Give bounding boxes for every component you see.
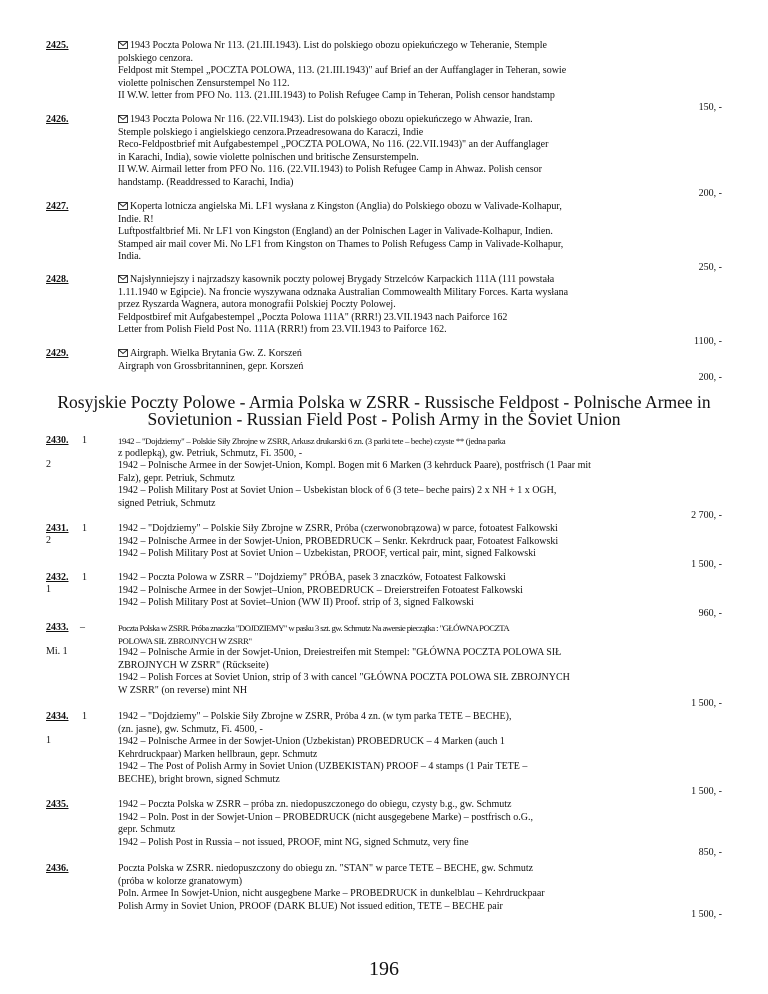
lot-price: 1 500, - [691, 559, 722, 570]
lot-suffix: 1 [82, 435, 87, 446]
lot-price: 1 500, - [691, 698, 722, 709]
lot-number: 2436. [46, 863, 69, 874]
lot-description: 1942 – Poczta Polowa w ZSRR – "Dojdziemy" PRÓBA, pasek 3 znaczków, Fotoatest Falkowski 1942 – Polnische Armee in der Sowjet–Union, PROBEDRUCK – Dreierstreifen Fotoatest Falkowski 1942 – Polish Military Post at Soviet–Union (WW II) Proof. strip of 3, signed Falkowski [118, 572, 523, 608]
lot-description: Najsłynniejszy i najrzadszy kasownik poczty polowej Brygady Strzelców Karpackich 111A (111 powstała 1.11.1940 w Egipcie). Na froncie wyszywana odznaka Australian Commowealth Military Forces. Karta wysłana przez Ryszarda Wagnera, autora monografii Polskiej Poczty Polowej. Feldpostbiref mit Aufgabestempel „Poczta Polowa 111A" (RRR!) 23.VII.1943 nach Paiforce 162 Letter from Polish Field Post No. 111A (RRR!) from 23.VII.1943 to Paiforce 162. [118, 274, 569, 335]
lot-catalog-note: 2 [46, 535, 51, 546]
envelope-icon [118, 41, 128, 49]
lot-description: 1942 – "Dojdziemy" – Polskie Siły Zbrojne w ZSRR, Próba 4 zn. (w tym parka TETE – BECHE), (zn. jasne), gw. Schmutz, Fi. 4500, - 1942 – Polnische Armee in der Sowjet-Union (Uzbekistan) PROBEDRUCK – 4 Marken (auch 1 Kehrdruckpaar) Marken hellbraun, gepr. Schmutz 1942 – The Post of Polish Army in Soviet Union (UZBEKISTAN) PROOF – 4 stamps (1 Pair TETE – BECHE), bright brown, signed Schmutz [118, 711, 528, 785]
lot-price: 2 700, - [691, 510, 722, 521]
lot-description: Poczta Polska w ZSRR. niedopuszczony do obiegu zn. "STAN" w parce TETE – BECHE, gw. Schmutz (próba w kolorze granatowym) Poln. Armee In Sowjet-Union, nicht ausgegbene Marke – PROBEDRUCK in dunkelblau – Kehrdruckpaar Polish Army in Soviet Union, PROOF (DARK BLUE) Not issued edition, TETE – BECHE pair [118, 863, 545, 912]
lot-description: Airgraph. Wielka Brytania Gw. Z. Korszeń Airgraph von Grossbritanninen, gepr. Korszeń [118, 348, 304, 372]
lot-price: 150, - [698, 102, 722, 113]
lot-number: 2430. [46, 435, 69, 446]
lot-price: 1 500, - [691, 909, 722, 920]
lot-number: 2435. [46, 799, 69, 810]
lot-price: 850, - [698, 847, 722, 858]
lot-suffix: 1 [82, 711, 87, 722]
lot-price: 250, - [698, 262, 722, 273]
lot-description: 1942 – "Dojdziemy" – Polskie Siły Zbrojne w ZSRR, Próba (czerwonobrązowa) w parce, fotoatest Falkowski 1942 – Polnische Armee in der Sowjet-Union, PROBEDRUCK – Senkr. Kekrdruck paar, Fotoatest Falkowski 1942 – Polish Military Post at Soviet Union – Uzbekistan, PROOF, vertical pair, mint, signed Falkowski [118, 523, 559, 559]
lot-price: 200, - [698, 372, 722, 383]
lot-number: 2433. [46, 622, 69, 633]
lot-number: 2432. [46, 572, 69, 583]
lot-price: 200, - [698, 188, 722, 199]
page-number: 196 [369, 958, 399, 980]
lot-price: 1 500, - [691, 786, 722, 797]
envelope-icon [118, 275, 128, 283]
lot-price: 960, - [698, 608, 722, 619]
lot-description: Koperta lotnicza angielska Mi. LF1 wysłana z Kingston (Anglia) do Polskiego obozu w Valivade-Kolhapur, Indie. R! Luftpostfaltbrief Mi. Nr LF1 von Kingston (England) an der Polnischen Lager in Valivade-Kolhapur, Indien. Stamped air mail cover Mi. No LF1 from Kingston on Thames to Polish Refugess Camp in Valivade-Kolhapur, India. [118, 201, 564, 262]
lot-catalog-note: 1 [46, 584, 51, 595]
lot-number: 2429. [46, 348, 69, 359]
envelope-icon [118, 202, 128, 210]
envelope-icon [118, 115, 128, 123]
lot-description: 1943 Poczta Polowa Nr 113. (21.III.1943). List do polskiego obozu opiekuńczego w Teheranie, Stemple polskiego cenzora. Feldpost mit Stempel „POCZTA POLOWA, 113. (21.III.1943)" auf Brief an der Auffanglager in Teheran, sowie violette polnischen Zensurstempel No 112. II W.W. letter from PFO No. 113. (21.III.1943) to Polish Refugee Camp in Teheran, Polish censor handstamp [118, 40, 567, 101]
lot-catalog-note: 1 [46, 735, 51, 746]
section-title-line2: Sovietunion - Russian Field Post - Polish Army in the Soviet Union [147, 409, 621, 429]
lot-number: 2434. [46, 711, 69, 722]
lot-suffix: 1 [82, 523, 87, 534]
section-title-line1: Rosyjskie Poczty Polowe - Armia Polska w ZSRR - Russische Feldpost - Polnische Armee in [57, 392, 711, 412]
lot-number: 2428. [46, 274, 69, 285]
lot-number: 2425. [46, 40, 69, 51]
lot-description: 1943 Poczta Polowa Nr 116. (22.VII.1943). List do polskiego obozu opiekuńczego w Ahwazie, Iran. Stemple polskiego i angielskiego cenzora.Przeadresowana do Karaczi, Indie Reco-Feldpostbrief mit Aufgabestempel „POCZTA POLOWA, No 116. (22.VII.1943)" an der Auffanglager in Karachi, India), sowie violette polnischen und britische Zensurstempeln. II W.W. Airmail letter from PFO No. 116. (22.VII.1943) to Polish Refugee Camp in Ahwaz. Polish censor handstamp. (Readdressed to Karachi, India) [118, 114, 549, 188]
lot-number: 2426. [46, 114, 69, 125]
lot-catalog-note: Mi. 1 [46, 646, 68, 657]
envelope-icon [118, 349, 128, 357]
lot-catalog-note: 2 [46, 459, 51, 470]
lot-number: 2431. [46, 523, 69, 534]
lot-number: 2427. [46, 201, 69, 212]
lot-description: 1942 – "Dojdziemy" – Polskie Siły Zbrojne w ZSRR, Arkusz drukarski 6 zn. (3 parki tete – beche) czyste ** (jedna parka z podlepką), gw. Petriuk, Schmutz, Fi. 3500, - 1942 – Polnische Armee in der Sowjet-Union, Kompl. Bogen mit 6 Marken (3 kehrduck Paare), postfrisch (1 Paar mit Falz), gepr. Petriuk, Schmutz 1942 – Polish Military Post at Soviet Union – Usbekistan block of 6 (3 tete– beche pairs) 2 x NH + 1 x OGH, signed Petriuk, Schmutz [118, 436, 591, 509]
lot-suffix: 1 [82, 572, 87, 583]
lot-price: 1100, - [694, 336, 722, 347]
section-title [34, 394, 734, 428]
lot-description: 1942 – Poczta Polska w ZSRR – próba zn. niedopuszczonego do obiegu, czysty b.g., gw. Schmutz 1942 – Poln. Post in der Sowjet-Union – PROBEDRUCK (nicht ausgegebene Marke) – postfrisch o.G., gepr. Schmutz 1942 – Polish Post in Russia – not issued, PROOF, mint NG, signed Schmutz, very fine [118, 799, 533, 848]
lot-description: Poczta Polska w ZSRR. Próba znaczka "DOJDZIEMY" w pasku 3 szt. gw. Schmutz Na awersie pieczątka : "GŁÓWNA POCZTA POLOWA SIŁ ZBROJNYCH W ZSRR" 1942 – Polnische Armie in der Sowjet-Union, Dreiestreifen mit Stempel: "GŁÓWNA POCZTA POLOWA SIŁ ZBROJNYCH W ZSRR" (Rückseite) 1942 – Polish Forces at Soviet Union, strip of 3 with cancel "GŁÓWNA POCZTA POLOWA SIŁ ZBROJNYCH W ZSRR" (on reverse) mint NH [118, 623, 570, 696]
lot-suffix: – [80, 622, 85, 633]
